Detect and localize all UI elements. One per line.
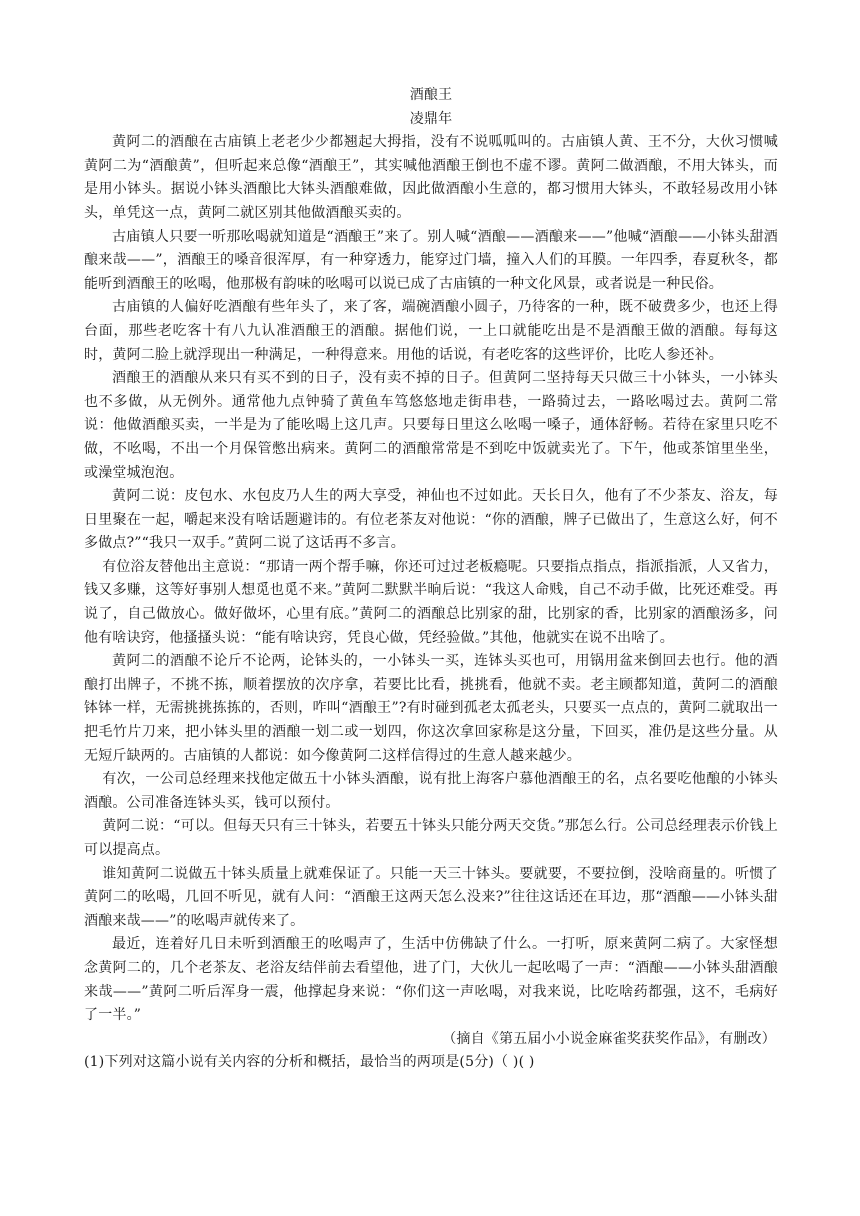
source-citation: （摘自《第五届小小说金麻雀奖获奖作品》，有删改） [442,1030,776,1047]
paragraph: 酒酿王的酒酿从来只有买不到的日子，没有卖不掉的日子。但黄阿二坚持每天只做三十小钵头，一小钵头也不多做，从无例外。通常他九点钟骑了黄鱼车笃悠悠地走街串巷，一路骑过去，一路吆喝过去。黄阿二常说：他做酒酿买卖，一半是为了能吆喝上这几声。只要每日里这么吆喝一嗓子，通体舒畅。若待在家里只吃不做，不吆喝，不出一个月保管憋出病来。黄阿二的酒酿常常是不到吃中饭就卖光了。下午，他或茶馆里坐坐，或澡堂城泡泡。 [84,370,778,481]
paragraph: 有位浴友替他出主意说：“那请一两个帮手嘛，你还可过过老板瘾呢。只要指点指点，指派指派，人又省力，钱又多赚，这等好事别人想觅也觅不来。”黄阿二默默半晌后说：“我这人命贱，自己不动手做，比死还难受。再说了，自己做放心。做好做坏，心里有底。”黄阿二的酒酿总比别家的甜，比别家的香，比别家的酒酿汤多，问他有啥诀窍，他搔搔头说：“能有啥诀窍，凭良心做，凭经验做。”其他，他就实在说不出啥了。 [84,558,778,646]
story-title: 酒酿王 [409,87,453,103]
document-page [84,84,778,1075]
question-text: (1)下列对这篇小说有关内容的分析和概括，最恰当的两项是(5分)（ )( ) [84,1054,535,1071]
paragraph: 谁知黄阿二说做五十钵头质量上就难保证了。只能一天三十钵头。要就要，不要拉倒，没啥商量的。听惯了黄阿二的吆喝，几回不听见，就有人问：“酒酿王这两天怎么没来?”往往这话还在耳边，那“酒酿——小钵头甜酒酿来哉——”的吆喝声就传来了。 [84,865,778,929]
paragraph: 古庙镇人只要一听那吆喝就知道是“酒酿王”来了。别人喊“酒酿——酒酿来——”他喊“酒酿——小钵头甜酒酿来哉——”，酒酿王的嗓音很浑厚，有一种穿透力，能穿过门墙，撞入人们的耳膜。一年四季，春夏秋冬，都能听到酒酿王的吆喝，他那极有韵味的吆喝可以说已成了古庙镇的一种文化风景，或者说是一种民俗。 [84,228,778,292]
paragraph: 最近，连着好几日未听到酒酿王的吆喝声了，生活中仿佛缺了什么。一打听，原来黄阿二病了。大家怪想念黄阿二的，几个老茶友、老浴友结伴前去看望他，进了门，大伙儿一起吆喝了一声：“酒酿——小钵头甜酒酿来哉——”黄阿二听后浑身一震，他撑起身来说：“你们这一声吆喝，对我来说，比吃啥药都强，这不，毛病好了一半。” [84,936,778,1024]
paragraph: 古庙镇的人偏好吃酒酿有些年头了，来了客，端碗酒酿小圆子，乃待客的一种，既不破费多少，也还上得台面，那些老吃客十有八九认准酒酿王的酒酿。据他们说，一上口就能吃出是不是酒酿王做的酒酿。每每这时，黄阿二脸上就浮现出一种满足，一种得意来。用他的话说，有老吃客的这些评价，比吃人参还补。 [84,299,778,363]
story-author: 凌鼎年 [409,110,453,127]
paragraph: 黄阿二说：“可以。但每天只有三十钵头，若要五十钵头只能分两天交货。”那怎么行。公司总经理表示价钱上可以提高点。 [84,818,778,858]
paragraph: 有次，一公司总经理来找他定做五十小钵头酒酿，说有批上海客户慕他酒酿王的名，点名要吃他酿的小钵头酒酿。公司准备连钵头买，钱可以预付。 [84,771,778,811]
paragraph: 黄阿二的酒酿不论斤不论两，论钵头的，一小钵头一买，连钵头买也可，用锅用盆来倒回去也行。他的酒酿打出牌子，不挑不拣，顺着摆放的次序拿，若要比比看，挑挑看，他就不卖。老主顾都知道，黄阿二的酒酿钵钵一样，无需挑挑拣拣的，否则，咋叫“酒酿王”?有时碰到孤老太孤老头，只要买一点点的，黄阿二就取出一把毛竹片刀来，把小钵头里的酒酿一划二或一划四，你这次拿回家称是这分量，下回买，准仍是这些分量。从无短斤缺两的。古庙镇的人都说：如今像黄阿二这样信得过的生意人越来越少。 [84,653,778,764]
paragraph: 黄阿二说：皮包水、水包皮乃人生的两大享受，神仙也不过如此。天长日久，他有了不少茶友、浴友，每日里聚在一起，嚼起来没有啥话题避讳的。有位老茶友对他说：“你的酒酿，牌子已做出了，生意这么好，何不多做点?”“我只一双手。”黄阿二说了这话再不多言。 [84,488,778,552]
paragraph: 黄阿二的酒酿在古庙镇上老老少少都翘起大拇指，没有不说呱呱叫的。古庙镇人黄、王不分，大伙习惯喊黄阿二为“酒酿黄”，但听起来总像“酒酿王”，其实喊他酒酿王倒也不虚不谬。黄阿二做酒酿，不用大钵头，而是用小钵头。据说小钵头酒酿比大钵头酒酿难做，因此做酒酿小生意的，都习惯用大钵头，不敢轻易改用小钵头，单凭这一点，黄阿二就区别其他做酒酿买卖的。 [84,134,778,221]
